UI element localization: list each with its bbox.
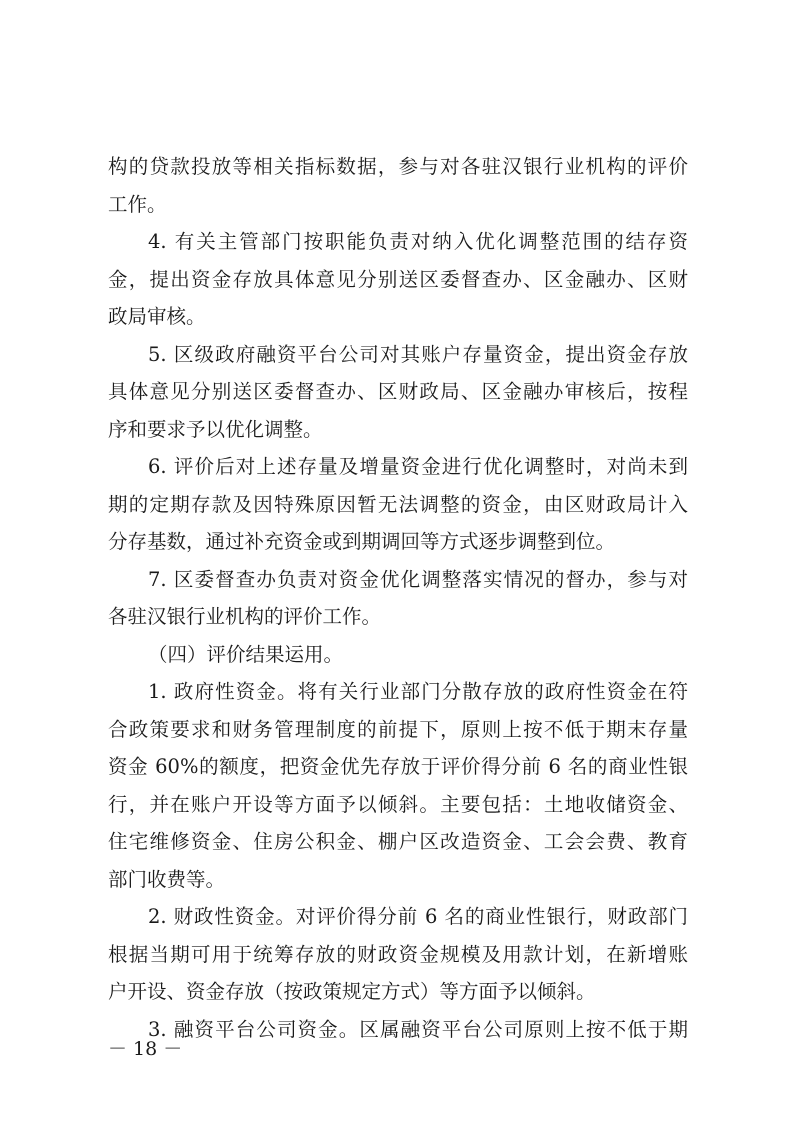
text-line: 3. 融资平台公司资金。区属融资平台公司原则上按不低于期 bbox=[148, 1017, 688, 1041]
text-line: 户开设、资金存放（按政策规定方式）等方面予以倾斜。 bbox=[108, 980, 596, 1003]
text-line: 政局审核。 bbox=[108, 305, 206, 328]
text-line: 1. 政府性资金。将有关行业部门分散存放的政府性资金在符 bbox=[148, 680, 688, 703]
text-line: 期的定期存款及因特殊原因暂无法调整的资金，由区财政局计入 bbox=[108, 492, 688, 516]
text-line: 住宅维修资金、住房公积金、棚户区改造资金、工会会费、教育 bbox=[108, 830, 688, 853]
text-line: 分存基数，通过补充资金或到期调回等方式逐步调整到位。 bbox=[108, 530, 616, 553]
text-line: 资金 60%的额度，把资金优先存放于评价得分前 6 名的商业性银 bbox=[108, 755, 688, 778]
page-number: － 18 － bbox=[108, 1038, 183, 1060]
text-line: 构的贷款投放等相关指标数据，参与对各驻汉银行业机构的评价 bbox=[108, 155, 688, 178]
text-line: 行，并在账户开设等方面予以倾斜。主要包括：土地收储资金、 bbox=[108, 792, 688, 816]
text-line: 根据当期可用于统筹存放的财政资金规模及用款计划，在新增账 bbox=[108, 942, 688, 966]
body-text bbox=[108, 148, 688, 1048]
text-line: 具体意见分别送区委督查办、区财政局、区金融办审核后，按程 bbox=[108, 380, 688, 403]
text-line: 金，提出资金存放具体意见分别送区委督查办、区金融办、区财 bbox=[108, 267, 688, 291]
text-line: 5. 区级政府融资平台公司对其账户存量资金，提出资金存放 bbox=[148, 342, 688, 366]
text-line: 各驻汉银行业机构的评价工作。 bbox=[108, 605, 382, 628]
text-line: 6. 评价后对上述存量及增量资金进行优化调整时，对尚未到 bbox=[148, 455, 688, 478]
text-line: 部门收费等。 bbox=[108, 867, 226, 891]
text-line: 合政策要求和财务管理制度的前提下，原则上按不低于期末存量 bbox=[108, 717, 688, 741]
text-line: 7. 区委督查办负责对资金优化调整落实情况的督办，参与对 bbox=[148, 567, 688, 591]
text-line: 序和要求予以优化调整。 bbox=[108, 417, 323, 441]
section-heading: （四）评价结果运用。 bbox=[148, 642, 344, 666]
text-line: 工作。 bbox=[108, 192, 167, 216]
text-line: 2. 财政性资金。对评价得分前 6 名的商业性银行，财政部门 bbox=[148, 905, 688, 928]
text-line: 4. 有关主管部门按职能负责对纳入优化调整范围的结存资 bbox=[148, 230, 688, 253]
